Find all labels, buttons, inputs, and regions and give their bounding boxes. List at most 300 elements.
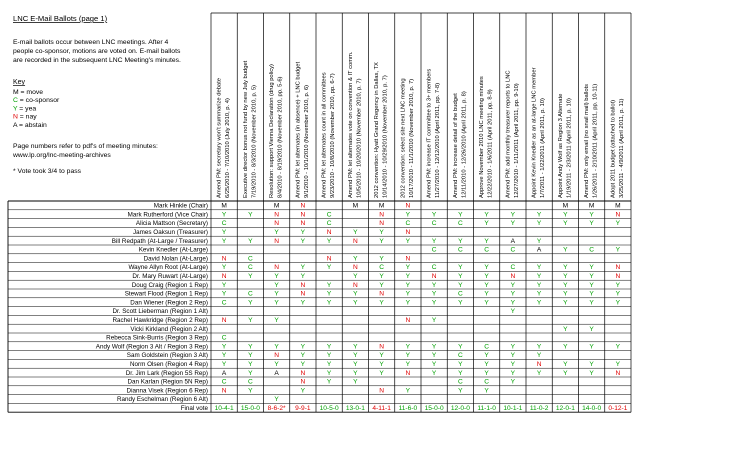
vote-cell: Y (300, 361, 306, 368)
ballot-dates: 11/27/2010 - 12/12/2010 (April 2011, pp. 7-8) (435, 82, 441, 198)
table-row (96, 343, 621, 350)
vote-cell: Y (274, 290, 279, 298)
vote-cell: Y (353, 229, 358, 236)
vote-cell: Y (379, 352, 384, 360)
vote-cell: Y (326, 264, 332, 272)
vote-cell: Y (484, 273, 489, 280)
intro-block (12, 14, 181, 175)
vote-cell: Y (458, 273, 463, 280)
vote-cell: Y (431, 352, 437, 360)
vote-cell: N (300, 211, 306, 219)
vote-cell: Y (563, 220, 568, 228)
vote-cell: C (431, 264, 437, 272)
table-row (106, 335, 227, 342)
vote-cell: A (510, 237, 516, 245)
vote-cell: Y (510, 378, 516, 386)
vote-cell: Y (458, 299, 463, 307)
ballot-dates: 1/7/2011 - 1/22/2011 (April 2011, p. 10) (540, 98, 546, 198)
vote-cell: N (431, 273, 437, 280)
vote-cell: Y (405, 352, 411, 360)
key-meaning: = co-sponsor (17, 97, 60, 105)
vote-cell: Y (405, 281, 411, 289)
vote-cell: N (274, 352, 280, 360)
member-name: Mark Rutherford (Vice Chair) (127, 211, 208, 219)
vote-cell: Y (458, 281, 463, 289)
vote-cell: Y (536, 264, 542, 272)
member-name: Dianna Visek (Region 6 Rep) (126, 387, 208, 395)
key-item (13, 105, 36, 112)
footnote-star: * Vote took 3/4 to pass (13, 168, 82, 175)
final-vote-row (181, 405, 628, 412)
member-name: Randy Eschelman (Region 6 Alt) (116, 396, 208, 404)
ballot-motion: Amend PM: increase detail of the budget (452, 93, 459, 198)
key-item (13, 97, 60, 104)
vote-cell: Y (431, 299, 437, 307)
vote-cell: Y (221, 352, 227, 360)
vote-cell: N (405, 317, 411, 324)
vote-cell: Y (615, 246, 621, 254)
vote-cell: Y (589, 361, 594, 368)
vote-cell: Y (484, 211, 489, 219)
vote-cell: Y (300, 352, 306, 360)
vote-cell: N (221, 273, 227, 280)
vote-cell: Y (221, 361, 227, 368)
vote-cell: Y (221, 264, 227, 272)
ballot-motion: Amend PM: add monthly treasurer reports to LNC (505, 70, 512, 198)
ballot-dates: 10/14/2010 - 10/29/2010 (November 2010, p. 7) (382, 75, 389, 198)
vote-cell: C (457, 220, 463, 228)
vote-rows (96, 203, 628, 412)
final-vote-tally: 0-12-1 (608, 405, 628, 412)
table-row (117, 396, 279, 403)
vote-cell: N (615, 211, 621, 219)
vote-cell: C (484, 343, 490, 351)
vote-cell: Y (431, 290, 437, 298)
vote-cell: Y (458, 211, 463, 219)
vote-cell: N (615, 369, 621, 377)
final-vote-tally: 10-5-0 (319, 405, 339, 412)
vote-cell: Y (589, 299, 594, 307)
vote-cell: N (379, 211, 385, 219)
vote-cell: Y (274, 361, 279, 368)
vote-cell: Y (431, 369, 437, 377)
vote-cell: Y (589, 264, 594, 272)
key-item (13, 89, 43, 96)
vote-cell: Y (300, 237, 306, 245)
vote-cell: Y (379, 273, 384, 280)
vote-cell: N (300, 220, 306, 228)
key-legend (13, 89, 60, 129)
ballot-dates: 10/17/2010 - 11/1/2010 (November 2010, p. 7) (408, 78, 415, 198)
vote-cell: Y (405, 237, 411, 245)
vote-cell: Y (431, 361, 437, 368)
vote-cell: Y (379, 255, 384, 263)
vote-cell: Y (405, 211, 411, 219)
member-name: Dr. Mary Ruwart (At-Large) (132, 273, 208, 280)
member-name: Dr. Scott Lieberman (Region 1 Alt) (112, 308, 208, 316)
vote-cell: C (484, 246, 490, 254)
vote-cell: Y (221, 229, 227, 236)
member-name: Rebecca Sink-Burris (Region 3 Rep) (106, 334, 208, 342)
vote-cell: Y (589, 343, 594, 351)
vote-cell: Y (248, 317, 253, 324)
ballot-motion: Appoint Andy Wolf as Region 3 Alternate (557, 93, 564, 198)
ballot-dates: 9/1/2010 - 10/1/2010 (November 2010, p. 6) (303, 84, 310, 198)
vote-cell: C (247, 290, 253, 298)
ballot-motion: Amend PM: let alternates vote on convention & IT comm. (347, 51, 354, 198)
vote-cell: Y (536, 281, 542, 289)
vote-cell: Y (274, 317, 279, 324)
vote-cell: Y (563, 369, 568, 377)
table-row (112, 238, 542, 245)
vote-cell: Y (563, 343, 568, 351)
member-name: Andy Wolf (Region 3 Alt / Region 3 Rep) (95, 343, 208, 351)
vote-cell: Y (326, 378, 332, 386)
table-row (132, 273, 620, 280)
ballot-motion: Approve November 2010 LNC meeting minutes (479, 76, 485, 198)
vote-cell: Y (510, 308, 516, 316)
vote-cell: Y (484, 299, 489, 307)
member-name: James Oaksun (Treasurer) (133, 229, 208, 236)
vote-cell: Y (563, 211, 568, 219)
vote-cell: Y (615, 220, 621, 228)
vote-cell: N (379, 387, 385, 395)
archive-link[interactable]: www.lp.org/lnc-meeting-archives (13, 152, 111, 159)
vote-cell: N (405, 229, 411, 236)
vote-cell: Y (274, 273, 279, 280)
vote-cell: Y (248, 237, 253, 245)
vote-cell: Y (405, 387, 411, 395)
table-row (127, 387, 490, 394)
vote-cell: C (247, 378, 253, 386)
vote-cell: Y (379, 237, 384, 245)
vote-cell: Y (221, 211, 227, 219)
table-row (132, 282, 621, 289)
vote-cell: C (457, 378, 463, 386)
vote-cell: N (379, 290, 385, 298)
table-row (128, 211, 621, 218)
vote-cell: Y (458, 237, 463, 245)
vote-cell: N (221, 317, 227, 324)
ballot-motion: Resolution: support Vienna Declaration (drug policy) (269, 64, 275, 198)
vote-cell: Y (379, 281, 384, 289)
final-vote-tally: 11-1-0 (477, 405, 496, 412)
ballot-dates: 9/23/2010 - 10/8/2010 (November 2010, pp. 6-7) (330, 73, 336, 198)
vote-cell: Y (274, 396, 279, 404)
vote-cell: M (562, 202, 569, 210)
vote-cell: Y (458, 369, 463, 377)
vote-cell: Y (431, 211, 437, 219)
vote-cell: C (326, 211, 332, 219)
member-name: Stewart Flood (Region 1 Rep) (124, 290, 208, 298)
vote-cell: Y (484, 290, 489, 298)
vote-cell: Y (353, 290, 358, 298)
vote-cell: Y (563, 361, 568, 368)
vote-cell: Y (510, 290, 516, 298)
ballot-dates: 10/5/2010 - 10/20/2010 (November 2010, p. 7) (356, 78, 363, 198)
ballot-motion: Amend PM: increase IT committee to 3+ members (426, 68, 433, 198)
vote-cell: Y (274, 229, 279, 236)
vote-cell: Y (326, 281, 332, 289)
vote-cell: Y (615, 343, 621, 351)
member-name: Dr. Jim Lark (Region 5S Rep) (125, 369, 208, 377)
vote-cell: Y (431, 237, 437, 245)
vote-cell: N (405, 369, 411, 377)
vote-cell: C (379, 264, 385, 272)
vote-cell: N (274, 237, 280, 245)
vote-cell: Y (510, 343, 516, 351)
vote-cell: Y (589, 220, 594, 228)
vote-cell: N (221, 255, 227, 263)
final-vote-tally: 9-9-1 (295, 405, 311, 412)
vote-cell: M (221, 202, 227, 210)
vote-cell: Y (248, 361, 253, 368)
vote-cell: N (352, 264, 358, 272)
vote-cell: Y (300, 343, 306, 351)
member-name: Bill Redpath (At-Large / Treasurer) (111, 237, 208, 245)
vote-cell: Y (589, 369, 594, 377)
vote-cell: Y (458, 343, 463, 351)
vote-cell: N (379, 343, 385, 351)
vote-cell: Y (536, 299, 542, 307)
vote-cell: N (274, 264, 280, 272)
vote-cell: Y (536, 237, 542, 245)
vote-cell: Y (484, 369, 489, 377)
table-row (127, 379, 515, 386)
vote-cell: Y (379, 299, 384, 307)
vote-cell: Y (563, 281, 568, 289)
vote-cell: Y (458, 264, 463, 272)
ballot-motion: Executive director bonus not fund by new July budget (242, 60, 249, 198)
vote-cell: Y (536, 273, 542, 280)
vote-cell: N (274, 220, 280, 228)
vote-cell: N (615, 264, 621, 272)
key-meaning: = yea (17, 105, 37, 113)
footnote-line: Page numbers refer to pdf's of meeting minutes: (13, 143, 158, 150)
vote-cell: Y (536, 343, 542, 351)
vote-cell: Y (353, 255, 358, 263)
final-vote-tally: 12-0-1 (555, 405, 575, 412)
vote-cell: M (588, 202, 595, 210)
vote-cell: C (247, 264, 253, 272)
vote-cell: Y (589, 273, 594, 280)
intro-line: E-mail ballots occur between LNC meetings. After 4 (13, 39, 169, 46)
vote-cell: M (352, 202, 359, 210)
vote-cell: Y (221, 237, 227, 245)
vote-cell: Y (536, 290, 542, 298)
member-name: Dan Karlan (Region 5N Rep) (127, 378, 208, 386)
vote-cell: N (300, 281, 306, 289)
vote-cell: N (274, 211, 280, 219)
vote-cell: Y (510, 299, 516, 307)
vote-cell: Y (379, 369, 384, 377)
vote-cell: Y (300, 387, 306, 395)
vote-cell: Y (484, 352, 489, 360)
vote-cell: Y (326, 361, 332, 368)
vote-cell: Y (510, 352, 516, 360)
ballot-dates: 1/26/2011 - 2/10/2011 (April 2011, pp. 10-11) (592, 83, 599, 198)
vote-cell: Y (353, 343, 358, 351)
column-headers (217, 51, 625, 198)
vote-cell: Y (405, 264, 411, 272)
vote-cell: Y (248, 387, 253, 395)
final-vote-label: Final vote (180, 405, 208, 412)
vote-cell: Y (353, 361, 358, 368)
ballot-motion: Amend PM: only email (no snail mail) ballots (584, 83, 590, 198)
ballot-dates: 6/25/2010 - 7/10/2010 (July 2010, p. 4) (225, 98, 231, 198)
vote-cell: Y (484, 387, 489, 395)
vote-cell: N (405, 255, 411, 263)
key-item (13, 122, 47, 129)
key-meaning: = move (18, 89, 44, 96)
member-name: Dan Wiener (Region 2 Rep) (130, 299, 208, 307)
vote-cell: A (536, 246, 542, 254)
vote-cell: C (589, 246, 595, 254)
final-vote-tally: 8-6-2* (267, 405, 286, 412)
member-name: Rachel Hawkridge (Region 2 Rep) (112, 317, 208, 324)
vote-cell: Y (510, 211, 516, 219)
vote-cell: Y (536, 211, 542, 219)
final-vote-tally: 11-6-0 (398, 405, 418, 412)
vote-cell: Y (248, 211, 253, 219)
table-row (144, 255, 411, 262)
key-meaning: = abstain (17, 121, 47, 129)
vote-cell: Y (326, 369, 332, 377)
vote-cell: Y (300, 299, 306, 307)
vote-cell: C (247, 255, 253, 263)
key-meaning: = nay (17, 113, 37, 121)
vote-cell: Y (326, 343, 332, 351)
page-title: LNC E-Mail Ballots (page 1) (13, 14, 108, 23)
vote-cell: Y (431, 317, 437, 324)
vote-cell: Y (248, 273, 253, 280)
final-vote-tally: 13-0-1 (345, 405, 365, 412)
vote-cell: Y (405, 343, 411, 351)
vote-cell: Y (563, 299, 568, 307)
final-vote-tally: 4-11-1 (372, 405, 391, 412)
table-row (133, 229, 410, 236)
ballot-dates: 3/25/2011 - 4/9/2011 (April 2011, p. 11) (618, 98, 625, 198)
vote-cell: Y (458, 361, 463, 368)
vote-cell: N (221, 387, 227, 395)
member-name: Mark Hinkle (Chair) (153, 202, 208, 210)
ballot-motion: 2012 convention: select site next LNC meeting (400, 78, 407, 198)
vote-cell: Y (510, 361, 516, 368)
vote-cell: Y (326, 299, 332, 307)
vote-cell: Y (379, 361, 384, 368)
final-vote-tally: 14-0-0 (582, 405, 602, 412)
vote-cell: Y (615, 361, 621, 368)
vote-cell: Y (563, 290, 568, 298)
vote-cell: Y (248, 299, 253, 307)
key-code: N (13, 113, 18, 121)
member-name: Wayne Allyn Root (At-Large) (128, 264, 208, 272)
vote-cell: N (300, 369, 306, 377)
table-row (127, 352, 542, 359)
vote-cell: C (221, 299, 227, 307)
member-name: Vicki Kirkland (Region 2 Alt) (130, 325, 208, 333)
vote-cell: N (300, 378, 306, 386)
vote-cell: N (352, 237, 358, 245)
vote-cell: C (326, 220, 332, 228)
vote-cell: Y (405, 290, 411, 298)
vote-cell: N (300, 290, 306, 298)
vote-cell: Y (563, 325, 568, 333)
vote-cell: Y (405, 299, 411, 307)
vote-cell: N (510, 273, 516, 280)
vote-cell: Y (615, 290, 621, 298)
vote-cell: Y (274, 343, 279, 351)
vote-cell: C (484, 378, 490, 386)
vote-cell: Y (484, 361, 489, 368)
vote-cell: Y (589, 325, 594, 333)
vote-cell: Y (589, 281, 594, 289)
vote-cell: M (378, 202, 385, 210)
vote-cell: Y (431, 281, 437, 289)
table-row (125, 291, 621, 298)
vote-cell: N (379, 220, 385, 228)
final-vote-tally: 15-0-0 (240, 405, 260, 412)
final-vote-tally: 10-1-1 (503, 405, 523, 412)
vote-cell: Y (536, 220, 542, 228)
ballot-motion: 2012 convention: Hyatt Grand Regency in Dallas, TX (374, 62, 380, 198)
table-row (154, 203, 621, 210)
vote-cell: Y (221, 343, 227, 351)
ballot-motion: Amend PM: let alternates (in absence) + LNC budget (295, 61, 302, 198)
vote-cell: Y (484, 281, 489, 289)
table-row (112, 308, 515, 315)
table-row (130, 326, 594, 333)
vote-cell: C (510, 246, 516, 254)
vote-cell: C (510, 264, 516, 272)
vote-cell: Y (353, 378, 358, 386)
vote-cell: Y (484, 237, 489, 245)
member-name: Kevin Knedler (At-Large) (138, 246, 208, 254)
ballot-dates: 8/4/2010 - 8/19/2010 (November 2010, pp. 5-6) (277, 76, 284, 198)
ballot-motion: Amend PM: secretary won't summarize debate (216, 78, 223, 198)
final-vote-tally: 10-4-1 (214, 405, 234, 412)
vote-cell: Y (353, 273, 358, 280)
intro-line: people co-sponsor, motions are voted on. E-mail ballots (13, 48, 181, 55)
vote-cell: C (457, 246, 463, 254)
vote-cell: Y (248, 352, 253, 360)
vote-cell: Y (405, 361, 411, 368)
vote-cell: N (326, 229, 332, 236)
vote-cell: Y (221, 281, 227, 289)
vote-cell: Y (300, 264, 306, 272)
vote-cell: Y (563, 273, 568, 280)
vote-cell: Y (510, 220, 516, 228)
key-item (13, 114, 37, 121)
vote-cell: Y (484, 264, 489, 272)
ballot-dates: 1/19/2011 - 2/3/2011 (April 2011, p. 10) (566, 98, 573, 198)
vote-cell: Y (510, 281, 516, 289)
vote-cell: C (457, 290, 463, 298)
key-code: C (13, 97, 18, 105)
table-row (130, 299, 620, 306)
vote-cell: Y (536, 352, 542, 360)
table-row (112, 317, 436, 324)
vote-cell: N (300, 202, 306, 210)
vote-cell: N (326, 255, 332, 263)
vote-cell: C (431, 220, 437, 228)
vote-cell: C (221, 220, 227, 228)
vote-cell: Y (274, 299, 279, 307)
vote-cell: Y (563, 246, 568, 254)
final-vote-tally: 15-0-0 (424, 405, 444, 412)
vote-cell: Y (274, 281, 279, 289)
vote-cell: Y (484, 220, 489, 228)
